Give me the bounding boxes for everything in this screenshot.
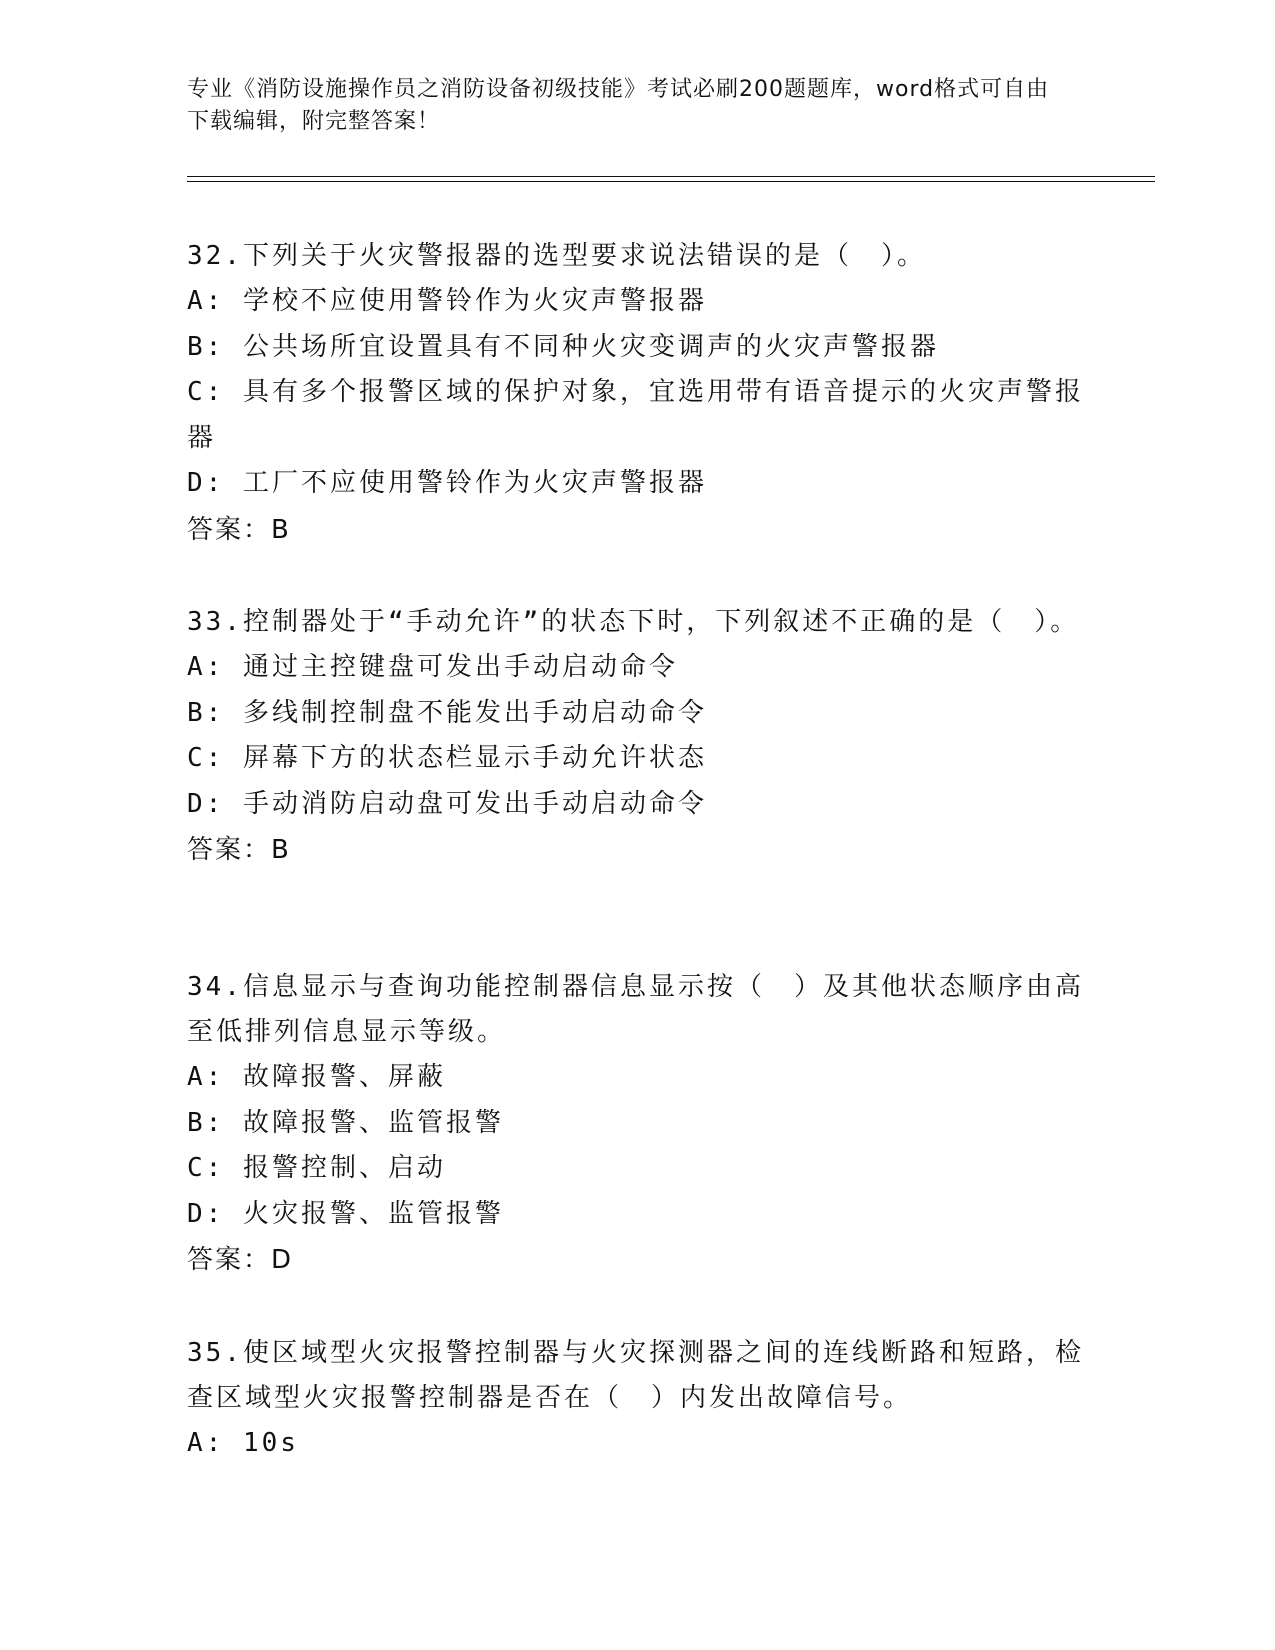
question-stem: 35.使区域型火灾报警控制器与火灾探测器之间的连线断路和短路，检查区域型火灾报警控制器是否在（ ）内发出故障信号。 [187,1338,1084,1413]
option-c: C: 具有多个报警区域的保护对象，宜选用带有语音提示的火灾声警报器 [187,377,1084,453]
question-stem: 32.下列关于火灾警报器的选型要求说法错误的是（ ）。 [187,241,926,271]
answer-label: 答案： [187,1245,272,1275]
option-a: A: 学校不应使用警铃作为火灾声警报器 [187,286,707,316]
question-32 [187,234,1087,553]
question-33 [187,600,1087,873]
option-c: C: 屏幕下方的状态栏显示手动允许状态 [187,743,707,773]
question-35 [187,1331,1087,1467]
option-d: D: 手动消防启动盘可发出手动启动命令 [187,788,707,819]
option-b: B: 公共场所宜设置具有不同种火灾变调声的火灾声警报器 [187,331,939,362]
answer-value: B [271,514,290,545]
answer-value: B [271,835,290,865]
answer-line [187,507,1087,553]
page-header: 专业《消防设施操作员之消防设备初级技能》考试必刷200题题库，word格式可自由下载编辑，附完整答案！ [187,77,1050,134]
question-stem: 33.控制器处于“手动允许”的状态下时，下列叙述不正确的是（ ）。 [187,607,1080,637]
answer-label: 答案： [187,514,272,545]
header-divider [187,176,1155,182]
question-stem: 34.信息显示与查询功能控制器信息显示按（ ）及其他状态顺序由高至低排列信息显示等级。 [187,972,1084,1047]
option-d: D: 火灾报警、监管报警 [187,1198,504,1229]
option-d: D: 工厂不应使用警铃作为火灾声警报器 [187,468,707,498]
question-34 [187,965,1087,1283]
option-a: A: 10s [187,1428,299,1458]
answer-label: 答案： [187,835,272,865]
answer-value: D [271,1245,293,1275]
answer-line [187,827,1087,873]
option-b: B: 故障报警、监管报警 [187,1107,504,1138]
option-b: B: 多线制控制盘不能发出手动启动命令 [187,697,707,728]
option-a: A: 故障报警、屏蔽 [187,1062,446,1092]
option-a: A: 通过主控键盘可发出手动启动命令 [187,652,678,682]
answer-line [187,1237,1087,1283]
option-c: C: 报警控制、启动 [187,1153,446,1183]
